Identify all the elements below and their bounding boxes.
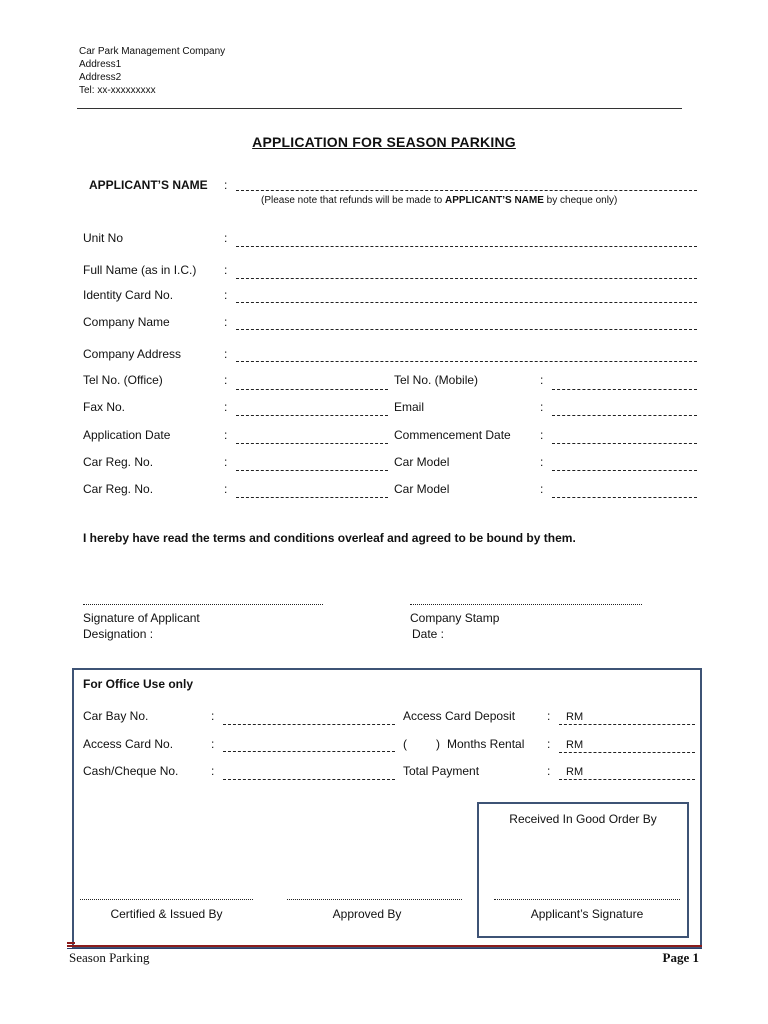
footer-rule-accent	[67, 942, 75, 944]
office-use-title: For Office Use only	[83, 677, 194, 691]
company-name-field[interactable]	[236, 329, 697, 330]
colon: :	[211, 737, 215, 751]
car-reg-2-label: Car Reg. No.	[83, 482, 154, 496]
full-name-label: Full Name (as in I.C.)	[83, 263, 197, 277]
colon: :	[540, 400, 544, 414]
footer-rule-red	[67, 945, 702, 947]
company-tel: Tel: xx-xxxxxxxxx	[79, 85, 156, 96]
months-rental-field[interactable]	[559, 752, 695, 753]
colon: :	[224, 263, 228, 277]
car-bay-label: Car Bay No.	[83, 709, 149, 723]
access-card-deposit-field[interactable]	[559, 724, 695, 725]
applicant-signature-line[interactable]	[83, 604, 323, 605]
full-name-field[interactable]	[236, 278, 697, 279]
car-reg-2-field[interactable]	[236, 497, 388, 498]
colon: :	[224, 178, 228, 192]
colon: :	[547, 764, 551, 778]
email-label: Email	[394, 400, 425, 414]
car-model-1-label: Car Model	[394, 455, 450, 469]
total-payment-field[interactable]	[559, 779, 695, 780]
company-name: Car Park Management Company	[79, 46, 226, 57]
page-title: APPLICATION FOR SEASON PARKING	[252, 134, 516, 150]
colon: :	[547, 709, 551, 723]
applicant-signature-label: Applicant’s Signature	[530, 907, 644, 921]
colon: :	[224, 400, 228, 414]
car-model-2-label: Car Model	[394, 482, 450, 496]
cash-cheque-field[interactable]	[223, 779, 395, 780]
applicant-name-label: APPLICANT’S NAME	[89, 178, 208, 192]
car-reg-1-label: Car Reg. No.	[83, 455, 154, 469]
signature-of-applicant-label: Signature of Applicant	[83, 611, 200, 625]
designation-label: Designation :	[83, 627, 154, 641]
unit-no-label: Unit No	[83, 231, 124, 245]
tel-office-label: Tel No. (Office)	[83, 373, 163, 387]
company-address-label: Company Address	[83, 347, 182, 361]
application-date-label: Application Date	[83, 428, 171, 442]
colon: :	[224, 428, 228, 442]
fax-field[interactable]	[236, 415, 388, 416]
car-model-2-field[interactable]	[552, 497, 697, 498]
date-label: Date :	[412, 627, 445, 641]
company-stamp-label: Company Stamp	[410, 611, 500, 625]
access-card-no-field[interactable]	[223, 751, 395, 752]
access-card-no-label: Access Card No.	[83, 737, 174, 751]
company-stamp-line[interactable]	[410, 604, 642, 605]
header-rule	[77, 108, 682, 109]
colon: :	[224, 455, 228, 469]
approved-signature-line[interactable]	[287, 899, 462, 900]
email-field[interactable]	[552, 415, 697, 416]
total-payment-label: Total Payment	[403, 764, 480, 778]
car-bay-field[interactable]	[223, 724, 395, 725]
application-date-field[interactable]	[236, 443, 388, 444]
refund-note: (Please note that refunds will be made to APPLICANT’S NAME by cheque only)	[261, 195, 618, 206]
commencement-date-label: Commencement Date	[394, 428, 511, 442]
months-close-paren: )	[436, 737, 440, 751]
company-address-field[interactable]	[236, 361, 697, 362]
colon: :	[224, 482, 228, 496]
address-line-2: Address2	[79, 72, 122, 83]
currency-rm: RM	[566, 739, 584, 751]
colon: :	[540, 455, 544, 469]
colon: :	[211, 764, 215, 778]
certified-signature-line[interactable]	[80, 899, 253, 900]
colon: :	[540, 482, 544, 496]
currency-rm: RM	[566, 766, 584, 778]
approved-label: Approved By	[332, 907, 402, 921]
received-label: Received In Good Order By	[509, 812, 657, 826]
colon: :	[224, 231, 228, 245]
months-rental-label: Months Rental	[447, 737, 525, 751]
certified-label: Certified & Issued By	[110, 907, 223, 921]
access-card-deposit-label: Access Card Deposit	[403, 709, 516, 723]
unit-no-field[interactable]	[236, 246, 697, 247]
applicant-signature-line-office[interactable]	[494, 899, 680, 900]
page-number: Page 1	[662, 950, 699, 965]
currency-rm: RM	[566, 711, 584, 723]
company-name-label: Company Name	[83, 315, 170, 329]
applicant-name-field[interactable]	[236, 190, 697, 191]
colon: :	[540, 373, 544, 387]
cash-cheque-label: Cash/Cheque No.	[83, 764, 179, 778]
colon: :	[224, 315, 228, 329]
declaration-text: I hereby have read the terms and conditions overleaf and agreed to be bound by them.	[83, 531, 576, 545]
car-reg-1-field[interactable]	[236, 470, 388, 471]
colon: :	[224, 373, 228, 387]
tel-mobile-field[interactable]	[552, 389, 697, 390]
colon: :	[224, 347, 228, 361]
tel-mobile-label: Tel No. (Mobile)	[394, 373, 479, 387]
colon: :	[211, 709, 215, 723]
tel-office-field[interactable]	[236, 389, 388, 390]
months-count-field[interactable]	[411, 736, 435, 752]
colon: :	[540, 428, 544, 442]
months-open-paren: (	[403, 737, 407, 751]
colon: :	[547, 737, 551, 751]
colon: :	[224, 288, 228, 302]
footer-rule-blue	[67, 948, 702, 949]
ic-no-field[interactable]	[236, 302, 697, 303]
fax-label: Fax No.	[83, 400, 126, 414]
commencement-date-field[interactable]	[552, 443, 697, 444]
address-line-1: Address1	[79, 59, 122, 70]
ic-no-label: Identity Card No.	[83, 288, 174, 302]
car-model-1-field[interactable]	[552, 470, 697, 471]
footer-title: Season Parking	[69, 950, 150, 965]
